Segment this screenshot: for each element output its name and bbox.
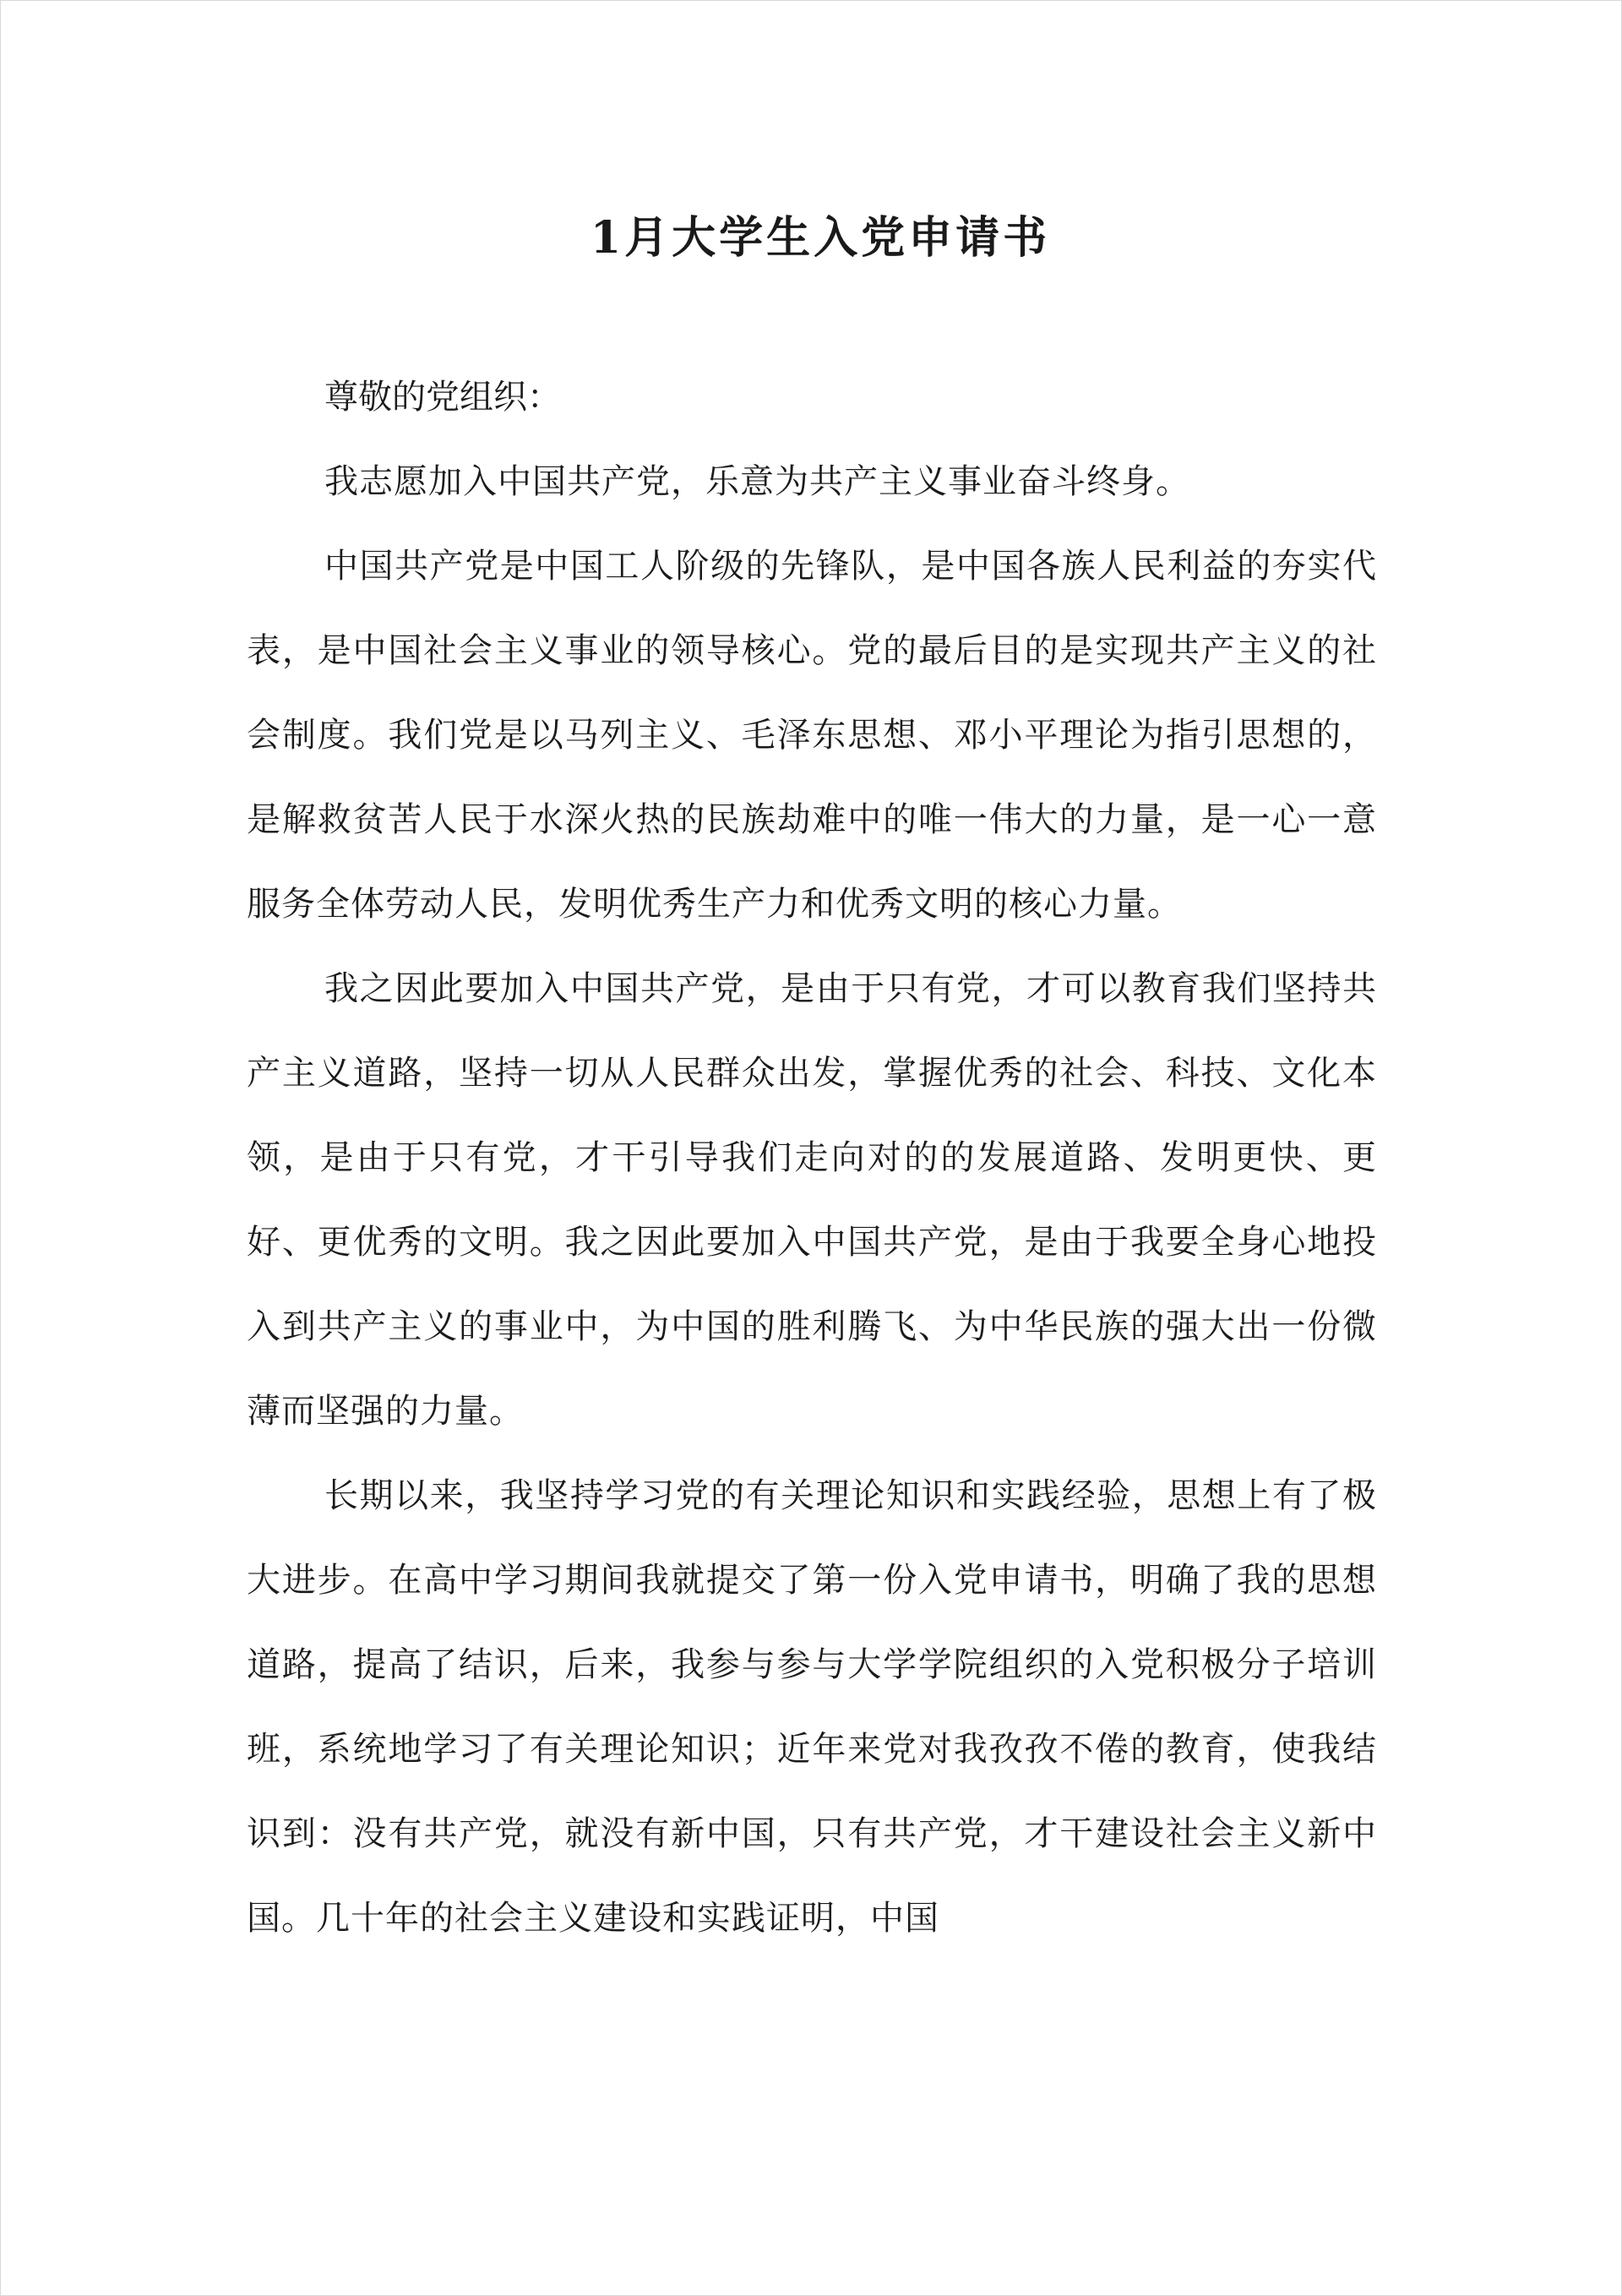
paragraph-3: 我之因此要加入中国共产党，是由于只有党，才可以教育我们坚持共产主义道路，坚持一切从人民群众出发，掌握优秀的社会、科技、文化本领，是由于只有党，才干引导我们走向对的的发展道路、发明更快、更好、更优秀的文明。我之因此要加入中国共产党，是由于我要全身心地投入到共产主义的事业中，为中国的胜利腾飞、为中华民族的强大出一份微薄而坚强的力量。: [247, 969, 1377, 1431]
paragraph-4: 长期以来，我坚持学习党的有关理论知识和实践经验，思想上有了极大进步。在高中学习期间我就提交了第一份入党申请书，明确了我的思想道路，提高了结识，后来，我参与参与大学学院组织的入党积极分子培训班，系统地学习了有关理论知识；近年来党对我孜孜不倦的教育，使我结识到：没有共产党，就没有新中国，只有共产党，才干建设社会主义新中国。几十年的社会主义建设和实践证明，中国: [247, 1476, 1377, 1938]
paragraph-2: 中国共产党是中国工人阶级的先锋队，是中国各族人民利益的夯实代表，是中国社会主义事业的领导核心。党的最后目的是实现共产主义的社会制度。我们党是以马列主义、毛泽东思想、邓小平理论为指引思想的，是解救贫苦人民于水深火热的民族劫难中的唯一伟大的力量，是一心一意服务全体劳动人民，发明优秀生产力和优秀文明的核心力量。: [247, 547, 1377, 924]
greeting-line: 尊敬的党组织：: [324, 378, 561, 417]
paragraph-1: 我志愿加入中国共产党，乐意为共产主义事业奋斗终身。: [324, 462, 1190, 501]
document-title: 1月大学生入党申请书: [590, 212, 1051, 264]
document-body: [247, 208, 1377, 1961]
